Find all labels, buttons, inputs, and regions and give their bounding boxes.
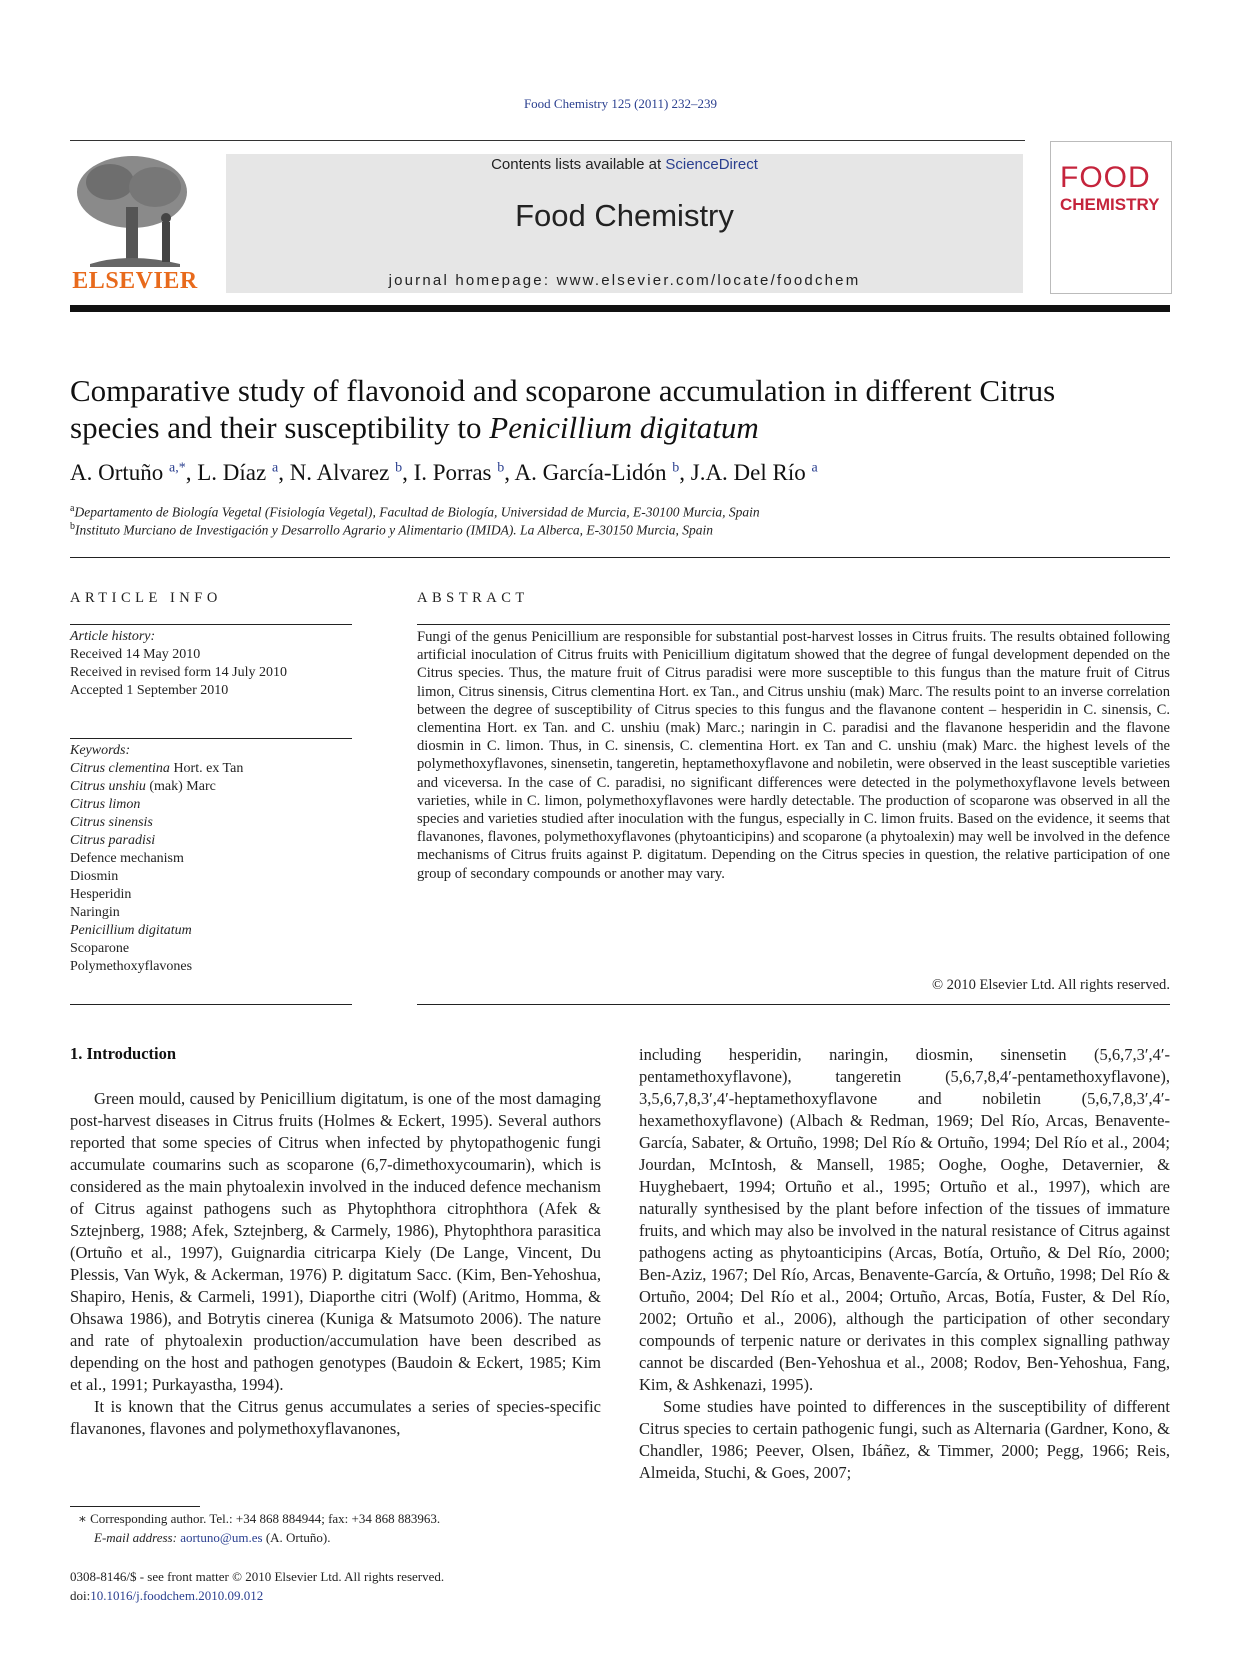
- abstract-rule-top: [417, 624, 1170, 625]
- author-list: A. Ortuño $^{a,*}$, L. Díaz $^a$, N. Alvarez $^b$, I. Porras $^b$, A. García-Lidón $^b$, J.A. Del Río $^a$: [70, 460, 818, 485]
- header-rule: [70, 140, 1025, 141]
- header-thick-rule: [70, 305, 1170, 312]
- keyword-item: Polymethoxyflavones: [70, 959, 193, 974]
- author[interactable]: L. Díaz $^a$: [197, 460, 279, 485]
- journal-citation[interactable]: Food Chemistry 125 (2011) 232–239: [523, 96, 718, 111]
- body-left-column: [70, 1088, 601, 1440]
- title-line2-plain: species and their susceptibility to: [70, 410, 490, 445]
- keyword-item: Diosmin: [70, 869, 119, 884]
- keyword-item: Citrus unshiu (mak) Marc: [70, 779, 216, 794]
- section-heading-introduction: 1. Introduction: [70, 1044, 177, 1063]
- keyword-item: Citrus paradisi: [70, 833, 156, 848]
- author[interactable]: A. García-Lidón $^b$: [514, 460, 680, 485]
- info-rule-mid: [70, 738, 352, 739]
- keyword-item: Defence mechanism: [70, 851, 184, 866]
- author[interactable]: A. Ortuño $^{a,*}$: [70, 460, 186, 485]
- affiliation-a: $^a$Departamento de Biología Vegetal (Fisiología Vegetal), Facultad de Biología, Universidad de Murcia, E-30100 Murcia, Spain: [70, 503, 760, 520]
- keyword-item: Naringin: [70, 905, 120, 920]
- history-accepted: Accepted 1 September 2010: [70, 683, 229, 698]
- info-rule-bottom: [70, 1004, 352, 1005]
- cover-title-line2: CHEMISTRY: [1060, 195, 1160, 214]
- history-revised: Received in revised form 14 July 2010: [70, 665, 287, 680]
- affiliation-b: $^b$Instituto Murciano de Investigación y Desarrollo Agrario y Alimentario (IMIDA). La Alberca, E-30150 Murcia, Spain: [70, 521, 714, 538]
- body-right-column: [639, 1044, 1170, 1484]
- footnote-rule: [70, 1506, 200, 1507]
- journal-homepage-link[interactable]: journal homepage: www.elsevier.com/locate/foodchem: [388, 272, 861, 289]
- abstract-text: Fungi of the genus Penicillium are responsible for substantial post-harvest losses in Citrus fruits. The results obtained following artificial inoculation of Citrus fruits with Penicillium digitatum showed that the degree of fungal development depended on the Citrus species. Thus, the mature fruit of Citrus paradisi were more susceptible to this fungus than the mature fruit of Citrus limon, Citrus sinensis, Citrus clementina Hort. ex Tan., and Citrus unshiu (mak) Marc. The results point to an inverse correlation between the degree of susceptibility of Citrus species to this fungus and the flavanone content – hesperidin in C. sinensis, C. clementina Hort. ex Tan. and C. unshiu (mak) Marc.; naringin in C. paradisi and the flavanone hesperidin and the flavone diosmin in C. limon. Thus, in C. sinensis, C. clementina Hort. ex Tan and C. unshiu (mak) Marc. the highest levels of the polymethoxyflavones, sinensetin, tangeretin, heptamethoxyflavone and nobiletin, were observed in the least susceptible varieties and viceversa. In the case of C. paradisi, no significant differences were detected in the polymethoxyflavone levels between varieties, while in C. limon, polymethoxyflavones were hardly detectable. The production of scoparone was observed in all the species and varieties studied after inoculation with the fungus, especially in C. limon fruits. Based on the evidence, it seems that flavanones, flavones, polymethoxyflavones (phytoanticipins) and scoparone (a phytoalexin) may well be involved in the defence mechanisms of Citrus fruits against P. digitatum. Depending on the Citrus species in question, the relative participation of one group of secondary compounds or another may vary.: [417, 629, 1170, 882]
- contents-line: [226, 156, 1023, 173]
- article-info-heading: ARTICLE INFO: [70, 590, 222, 606]
- title-line1: Comparative study of flavonoid and scoparone accumulation in different Citrus: [70, 373, 1056, 408]
- body-paragraph: including hesperidin, naringin, diosmin, sinensetin (5,6,7,3′,4′-pentamethoxyflavone), tangeretin (5,6,7,8,4′-pentamethoxyflavone), 3,5,6,7,8,3′,4′-heptamethoxyflavone and nobiletin (5,6,7,8,3′,4′-hexamethoxyflavone) (Albach & Redman, 1969; Del Río, Arcas, Benavente-García, Sabater, & Ortuño, 1998; Del Río & Ortuño, 1994; Del Río et al., 2004; Jourdan, McIntosh, & Mansell, 1985; Ooghe, Ooghe, Detavernier, & Huyghebaert, 1994; Ortuño et al., 1995; Ortuño et al., 1997), which are naturally synthesised by the plant before infection of the tissues of immature fruits, and which may also be involved in the natural resistance of Citrus against pathogens acting as phytoanticipins (Arcas, Botía, Ortuño, & Del Río, 2000; Ben-Aziz, 1967; Del Río, Arcas, Benavente-García, & Ortuño, 1998; Del Río & Ortuño, 2004; Del Río et al., 2004; Ortuño, Arcas, Botía, Fuster, & Del Río, 2002; Ortuño et al., 2006), although the participation of other secondary compounds of terpenic nature or derivates in this complex signalling pathway cannot be discarded (Ben-Yehoshua et al., 2008; Rodov, Ben-Yehoshua, Fang, Kim, & Ashkenazi, 1995).: [639, 1045, 1170, 1394]
- author[interactable]: N. Alvarez $^b$: [289, 460, 403, 485]
- publisher-logo-text: ELSEVIER: [72, 268, 198, 294]
- keyword-item: Penicillium digitatum: [70, 923, 192, 938]
- abstract-heading: ABSTRACT: [417, 590, 529, 606]
- corresponding-author-note: ∗ Corresponding author. Tel.: +34 868 884944; fax: +34 868 883963.: [78, 1511, 441, 1526]
- doi-link[interactable]: 10.1016/j.foodchem.2010.09.012: [90, 1588, 264, 1603]
- history-label: Article history:: [70, 629, 156, 644]
- keywords-label: Keywords:: [70, 743, 131, 758]
- body-paragraph: Some studies have pointed to differences in the susceptibility of different Citrus species to certain pathogenic fungi, such as Alternaria (Gardner, Kono, & Chandler, 1986; Peever, Olsen, Ibáñez, & Timmer, 2000; Pegg, 1966; Reis, Almeida, Stuchi, & Goes, 2007;: [639, 1397, 1170, 1482]
- body-paragraph: It is known that the Citrus genus accumulates a series of species-specific flavanones, flavones and polymethoxyflavanones,: [70, 1397, 601, 1438]
- contents-prefix: Contents lists available at: [491, 156, 666, 173]
- history-received: Received 14 May 2010: [70, 647, 201, 662]
- author[interactable]: J.A. Del Río $^a$: [690, 460, 818, 485]
- sciencedirect-link[interactable]: ScienceDirect: [665, 156, 758, 173]
- keyword-item: Citrus sinensis: [70, 815, 153, 830]
- body-paragraph: Green mould, caused by Penicillium digitatum, is one of the most damaging post-harvest diseases in Citrus fruits (Holmes & Eckert, 1995). Several authors reported that some species of Citrus when infected by phytopathogenic fungi accumulate coumarins such as scoparone (6,7-dimethoxycoumarin), which is considered as the main phytoalexin involved in the induced defence mechanism of Citrus against pathogens such as Phytophthora citrophthora (Afek & Sztejnberg, 1988; Afek, Sztejnberg, & Carmely, 1986), Phytophthora parasitica (Ortuño et al., 1997), Guignardia citricarpa Kiely (De Lange, Vincent, Du Plessis, Van Wyk, & Ackerman, 1976) P. digitatum Sacc. (Kim, Ben-Yehoshua, Shapiro, Henis, & Carmeli, 1991), Diaporthe citri (Wolf) (Aritmo, Homma, & Ohsawa 1986), and Botrytis cinerea (Kuniga & Matsumoto 2006). The nature and rate of phytoalexin production/accumulation have been described as depending on the host and pathogen genotypes (Baudoin & Eckert, 1985; Kim et al., 1991; Purkayastha, 1994).: [70, 1089, 601, 1394]
- keyword-item: Citrus limon: [70, 797, 141, 812]
- keyword-item: Hesperidin: [70, 887, 132, 902]
- title-line2: [70, 409, 1170, 446]
- issn-line: 0308-8146/$ - see front matter © 2010 Elsevier Ltd. All rights reserved.: [70, 1569, 445, 1584]
- affiliation-rule: [70, 557, 1170, 558]
- doi-line: doi:10.1016/j.foodchem.2010.09.012: [70, 1588, 264, 1603]
- keyword-item: Scoparone: [70, 941, 130, 956]
- info-rule-top: [70, 624, 352, 625]
- author[interactable]: I. Porras $^b$: [413, 460, 505, 485]
- journal-name: Food Chemistry: [515, 198, 734, 233]
- title-line2-italic: Penicillium digitatum: [489, 410, 759, 445]
- article-title: [70, 372, 1170, 446]
- email-note: E-mail address: aortuno@um.es (A. Ortuño).: [94, 1530, 331, 1545]
- cover-title-line1: FOOD: [1060, 161, 1151, 194]
- email-link[interactable]: aortuno@um.es: [180, 1530, 263, 1545]
- abstract-copyright: © 2010 Elsevier Ltd. All rights reserved.: [931, 977, 1170, 993]
- keyword-item: Citrus clementina Hort. ex Tan: [70, 761, 244, 776]
- abstract-rule-bottom: [417, 1004, 1170, 1005]
